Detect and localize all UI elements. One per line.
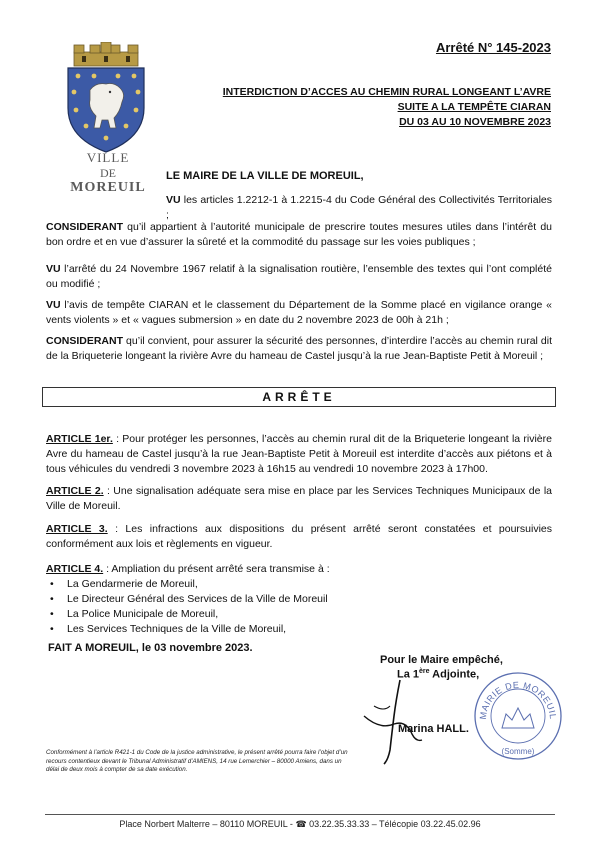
recipient-list xyxy=(50,577,328,637)
preamble-text: l’arrêté du 24 Novembre 1967 relatif à la signalisation routière, l’ensemble des textes qui l’ont complété ou modifié ; xyxy=(46,263,552,290)
preamble-paragraph xyxy=(46,262,552,292)
decree-title-line: INTERDICTION D’ACCES AU CHEMIN RURAL LONGEANT L’AVRE xyxy=(222,86,551,98)
mayor-heading: LE MAIRE DE LA VILLE DE MOREUIL, xyxy=(166,170,364,182)
preamble-lead: CONSIDERANT xyxy=(46,221,124,233)
preamble-paragraph xyxy=(166,193,552,223)
decision-heading: ARRÊTE xyxy=(42,387,556,407)
article-paragraph xyxy=(46,432,552,477)
article-text: : Pour protéger les personnes, l’accès au chemin rural dit de la Briqueterie longeant la rivière Avre du hameau de Castel jusqu’à la rue Jean-Baptiste Petit à Moreuil est interdite d’accès aux piétons et à tous véhicules du vendredi 3 novembre 2023 à 16h15 au vendredi 10 novembre 2023 à 17h00. xyxy=(46,433,552,475)
recipient-item: • La Police Municipale de Moreuil, xyxy=(50,607,328,622)
recipient-item: • Le Directeur Général des Services de la Ville de Moreuil xyxy=(50,592,328,607)
article-text: : Une signalisation adéquate sera mise en place par les Services Techniques Municipaux de la Ville de Moreuil. xyxy=(46,485,552,512)
town-name-line2: DE xyxy=(100,166,116,180)
article-label: ARTICLE 1er. xyxy=(46,433,113,445)
signatory-name: Marina HALL. xyxy=(398,723,469,735)
town-hall-stamp xyxy=(472,670,564,762)
preamble-text: l’avis de tempête CIARAN et le classement du Département de la Somme placé en vigilance orange « vents violents » et « vagues submersion » en date du 2 novembre 2023 de 00h à 21h ; xyxy=(46,299,552,326)
town-name-line1: VILLE xyxy=(86,150,130,165)
preamble-paragraph xyxy=(46,334,552,364)
article-text: : Ampliation du présent arrêté sera transmise à : xyxy=(103,563,330,575)
footer-contact xyxy=(45,819,555,830)
article-paragraph xyxy=(46,522,552,552)
preamble-paragraph xyxy=(46,298,552,328)
footer-divider xyxy=(45,814,555,815)
deputy-label: La 1ère Adjointe, xyxy=(397,668,480,681)
preamble-lead: VU xyxy=(166,194,181,206)
article-text: : Les infractions aux dispositions du présent arrêté seront constatées et poursuivies conformément aux lois et règlements en vigueur. xyxy=(46,523,553,550)
decree-title-line: DU 03 AU 10 NOVEMBRE 2023 xyxy=(399,116,551,128)
article-label: ARTICLE 4. xyxy=(46,563,104,575)
svg-text:(Somme): (Somme) xyxy=(501,747,535,756)
preamble-text: qu’il convient, pour assurer la sécurité des personnes, d’interdire l’accès au chemin rural dit de la Briqueterie longeant la rivière Avre du hameau de Castel jusqu’à la rue Jean-Baptiste Petit à Moreuil ; xyxy=(46,335,552,362)
recipient-item: • La Gendarmerie de Moreuil, xyxy=(50,577,328,592)
moreuil-coat-of-arms xyxy=(60,42,152,154)
preamble-lead: CONSIDERANT xyxy=(46,335,124,347)
decree-title-line: SUITE A LA TEMPÊTE CIARAN xyxy=(397,101,551,113)
preamble-paragraph xyxy=(46,220,552,250)
legal-appeal-notice: Conformément à l’article R421-1 du Code de la justice administrative, le présent arrêté pourra faire l’objet d’un recours contentieux devant le Tribunal Administratif d’AMIENS, 14 rue Lemerchier – 80000 Amiens, dans un délai de deux mois à compter de sa date exécution. xyxy=(46,749,348,773)
article-label: ARTICLE 3. xyxy=(46,523,108,535)
signed-place-date: FAIT A MOREUIL, le 03 novembre 2023. xyxy=(48,642,253,654)
article-paragraph xyxy=(46,484,552,514)
footer-phone: 03.22.35.33.33 – Télécopie 03.22.45.02.96 xyxy=(306,819,481,829)
preamble-text: qu’il appartient à l’autorité municipale de prescrire toutes mesures utiles dans l’intérêt du bon ordre et en vue d’assurer la sûreté et la commodité du passage sur les voies publiques ; xyxy=(46,221,552,248)
mayor-absent-label: Pour le Maire empêché, xyxy=(380,654,503,666)
article-label: ARTICLE 2. xyxy=(46,485,104,497)
town-name-line3: MOREUIL xyxy=(70,180,146,195)
preamble-lead: VU xyxy=(46,263,61,275)
preamble-lead: VU xyxy=(46,299,61,311)
article-paragraph xyxy=(46,562,552,577)
decree-number: Arrêté N° 145-2023 xyxy=(435,40,551,55)
svg-text:MAIRIE DE MOREUIL: MAIRIE DE MOREUIL xyxy=(477,679,559,721)
recipient-item: • Les Services Techniques de la Ville de Moreuil, xyxy=(50,622,328,637)
telephone-icon: ☎ xyxy=(295,819,307,829)
footer-address: Place Norbert Malterre – 80110 MOREUIL - xyxy=(119,819,296,829)
handwritten-signature xyxy=(360,676,430,766)
preamble-text: les articles 1.2212-1 à 1.2215-4 du Code Général des Collectivités Territoriales ; xyxy=(166,194,552,221)
